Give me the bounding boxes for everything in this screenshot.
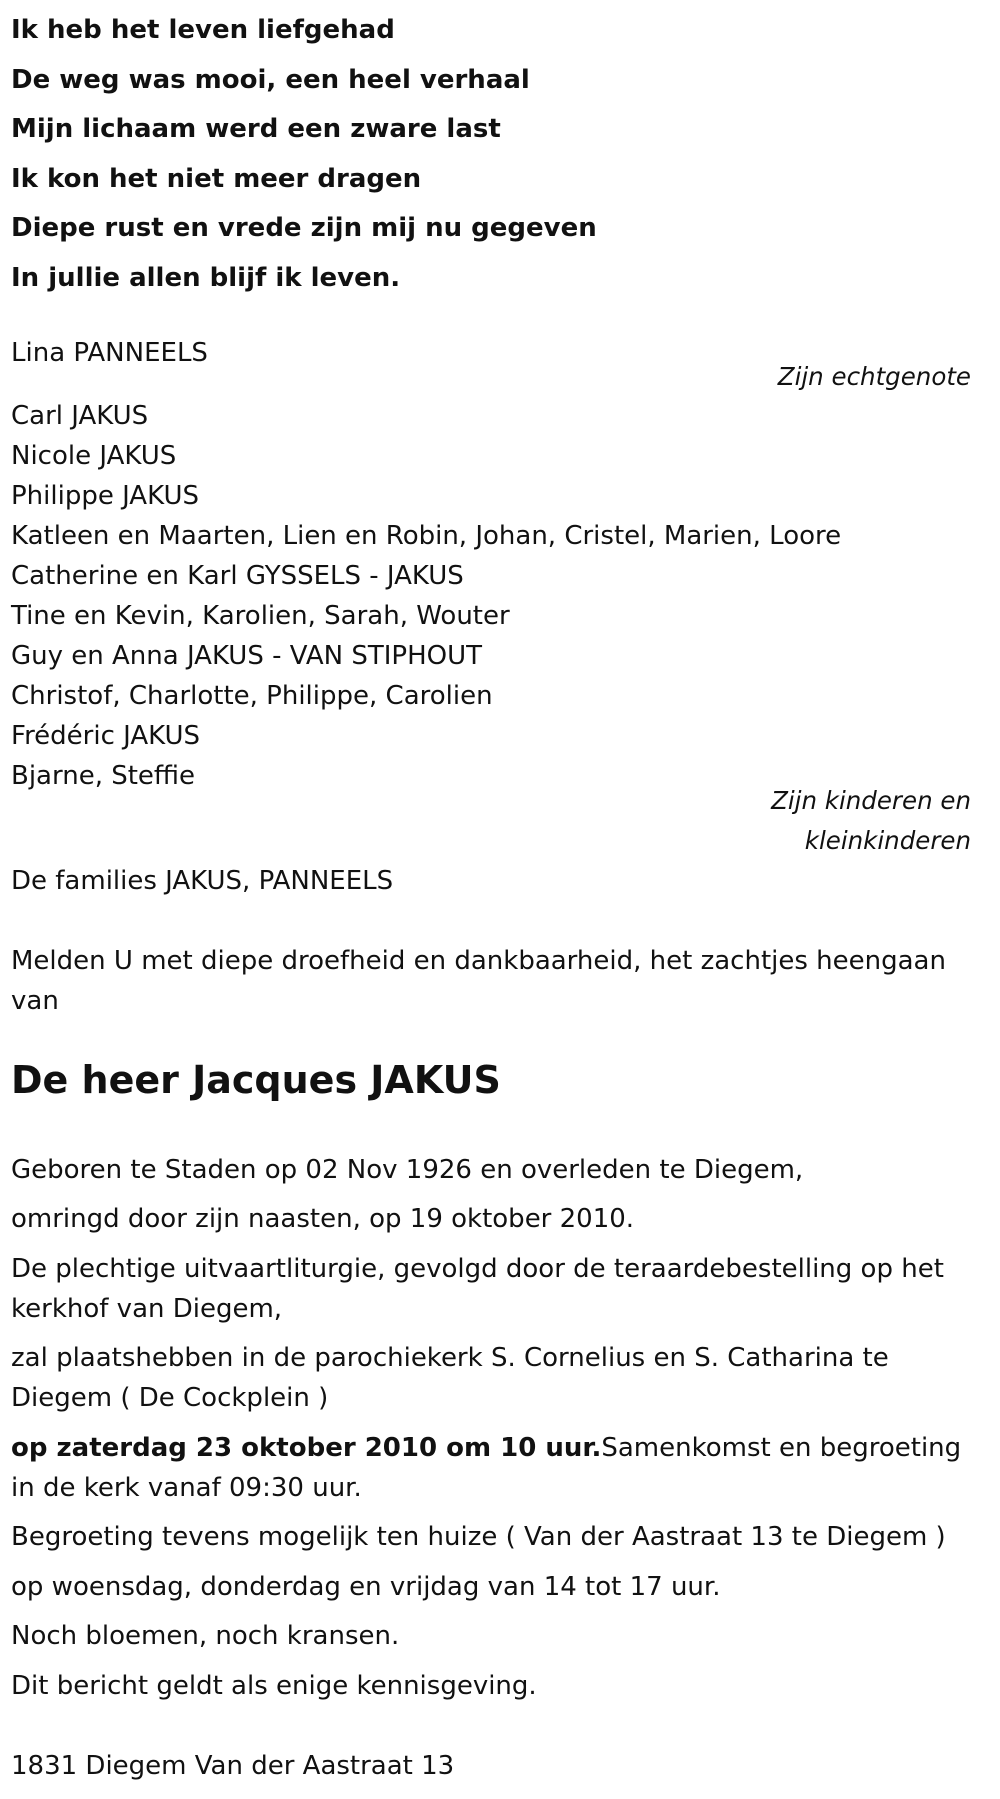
children-role-line2: kleinkinderen: [804, 826, 971, 855]
poem: [11, 6, 911, 304]
announcement: Melden U met diepe droefheid en dankbaarheid, het zachtjes heengaan van: [11, 946, 946, 1016]
children-line: Guy en Anna JAKUS - VAN STIPHOUT: [11, 641, 483, 671]
children-line: Tine en Kevin, Karolien, Sarah, Wouter: [11, 601, 510, 631]
poem-line: Mijn lichaam werd een zware last: [11, 114, 501, 145]
poem-line: Ik kon het niet meer dragen: [11, 163, 422, 194]
children-line: Christof, Charlotte, Philippe, Carolien: [11, 681, 493, 711]
deceased-name: De heer Jacques JAKUS: [11, 1058, 501, 1102]
children-line: Bjarne, Steffie: [11, 761, 196, 791]
birth-death-line: Geboren te Staden op 02 Nov 1926 en overleden te Diegem,: [11, 1155, 804, 1185]
children-list: [11, 396, 841, 796]
funeral-date: op zaterdag 23 oktober 2010 om 10 uur.: [11, 1433, 602, 1463]
liturgy-line: De plechtige uitvaartliturgie, gevolgd door de teraardebestelling op het kerkhof van Diegem,: [11, 1254, 944, 1324]
gathering-info: Samenkomst en begroeting in de kerk vanaf 09:30 uur.: [11, 1433, 962, 1503]
surrounded-line: omringd door zijn naasten, op 19 oktober 2010.: [11, 1204, 635, 1234]
children-line: Nicole JAKUS: [11, 441, 177, 471]
families: De families JAKUS, PANNEELS: [11, 866, 394, 896]
poem-line: Diepe rust en vrede zijn mij nu gegeven: [11, 213, 597, 244]
children-line: Philippe JAKUS: [11, 481, 199, 511]
children-line: Katleen en Maarten, Lien en Robin, Johan, Cristel, Marien, Loore: [11, 521, 842, 551]
children-role-line1: Zijn kinderen en: [771, 786, 971, 815]
greeting-days: op woensdag, donderdag en vrijdag van 14 tot 17 uur.: [11, 1572, 721, 1602]
poem-line: In jullie allen blijf ik leven.: [11, 262, 401, 293]
no-flowers: Noch bloemen, noch kransen.: [11, 1621, 400, 1651]
church-location: zal plaatshebben in de parochiekerk S. Cornelius en S. Catharina te Diegem ( De Cockplein ): [11, 1343, 889, 1413]
address: 1831 Diegem Van der Aastraat 13: [11, 1751, 455, 1781]
poem-line: De weg was mooi, een heel verhaal: [11, 64, 530, 95]
children-line: Carl JAKUS: [11, 401, 149, 431]
spouse-role: Zijn echtgenote: [777, 362, 971, 391]
funeral-date-line: [11, 1428, 986, 1508]
children-line: Catherine en Karl GYSSELS - JAKUS: [11, 561, 464, 591]
home-greeting: Begroeting tevens mogelijk ten huize ( Van der Aastraat 13 te Diegem ): [11, 1522, 946, 1552]
spouse-name: Lina PANNEELS: [11, 338, 208, 368]
poem-line: Ik heb het leven liefgehad: [11, 15, 395, 45]
children-line: Frédéric JAKUS: [11, 721, 201, 751]
notice: Dit bericht geldt als enige kennisgeving.: [11, 1671, 537, 1701]
